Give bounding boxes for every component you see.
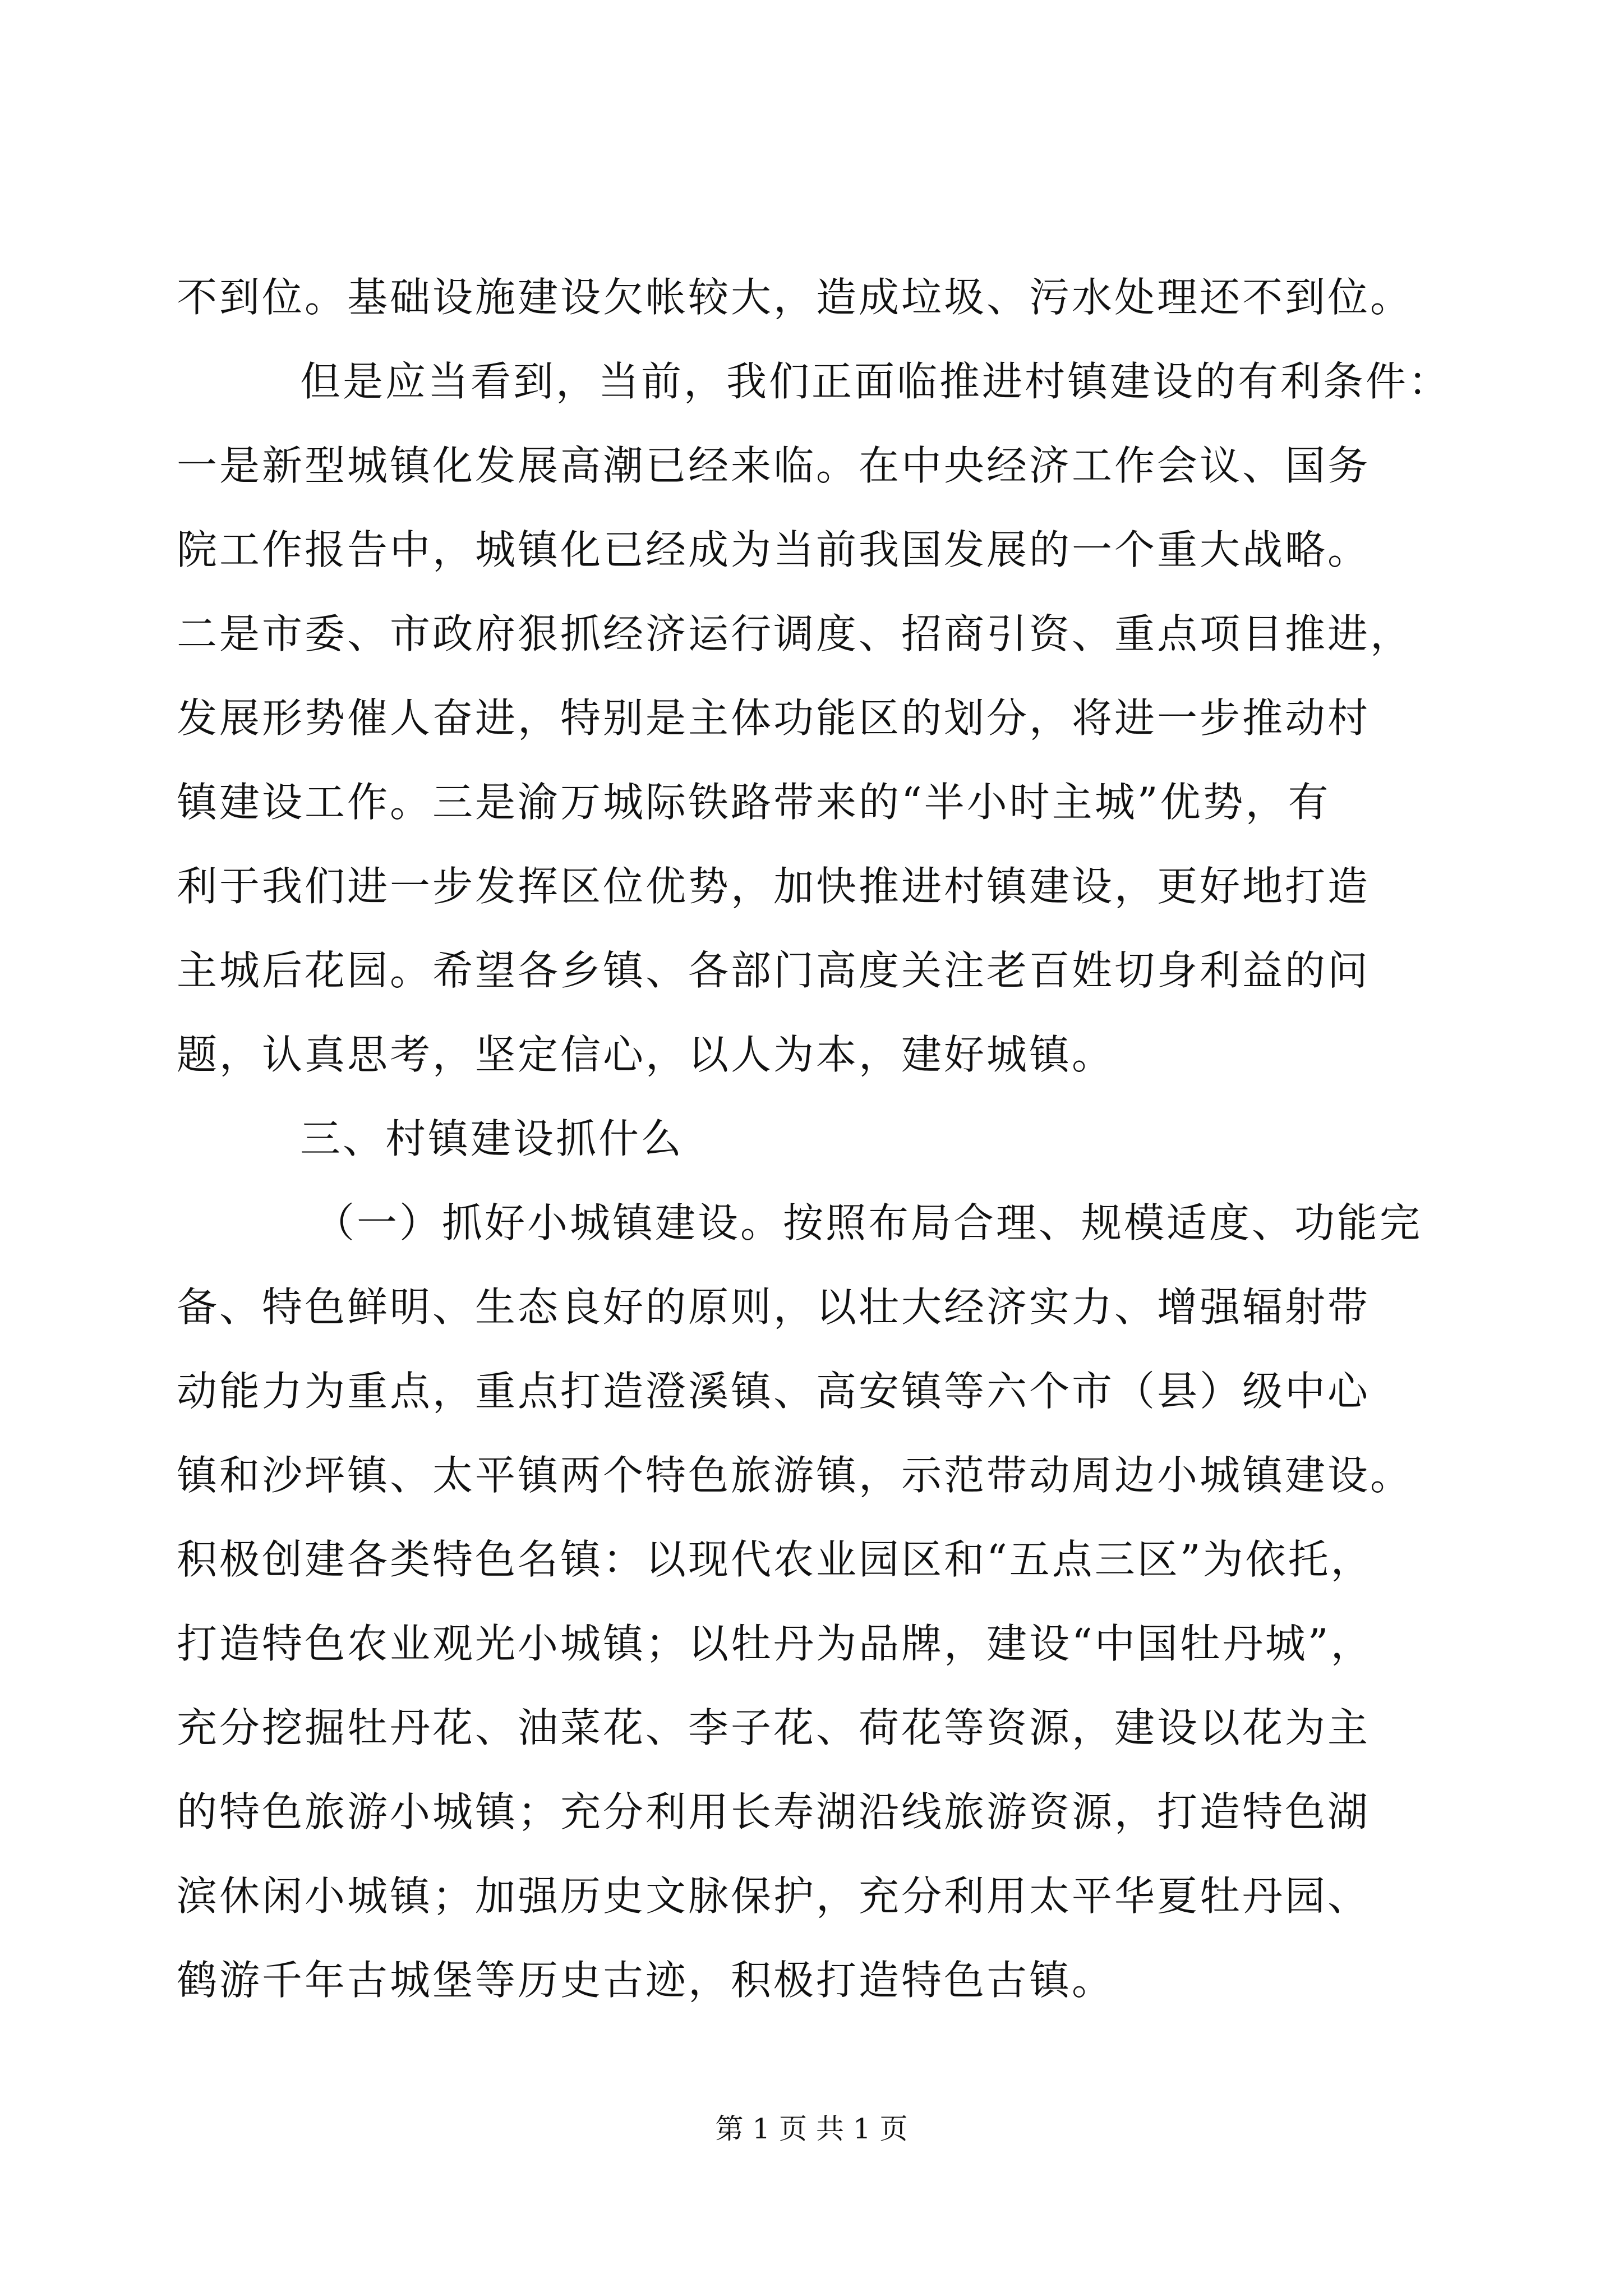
text-line: 利于我们进一步发挥区位优势，加快推进村镇建设，更好地打造 (177, 863, 1371, 910)
paragraph-start-line: 但是应当看到，当前，我们正面临推进村镇建设的有利条件： (300, 358, 1451, 405)
text-line: 院工作报告中，城镇化已经成为当前我国发展的一个重大战略。 (177, 526, 1371, 573)
text-line: 不到位。基础设施建设欠帐较大，造成垃圾、污水处理还不到位。 (177, 274, 1413, 321)
text-line: 备、特色鲜明、生态良好的原则，以壮大经济实力、增强辐射带 (177, 1283, 1371, 1331)
text-line: 题，认真思考，坚定信心，以人为本，建好城镇。 (177, 1031, 1115, 1078)
text-line: 打造特色农业观光小城镇；以牡丹为品牌，建设“中国牡丹城”， (177, 1620, 1373, 1667)
text-line: 的特色旅游小城镇；充分利用长寿湖沿线旅游资源，打造特色湖 (177, 1788, 1371, 1835)
text-line: 滨休闲小城镇；加强历史文脉保护，充分利用太平华夏牡丹园、 (177, 1872, 1371, 1920)
section-heading: 三、村镇建设抓什么 (300, 1115, 684, 1162)
text-line: 主城后花园。希望各乡镇、各部门高度关注老百姓切身利益的问 (177, 947, 1371, 994)
text-line: 动能力为重点，重点打造澄溪镇、高安镇等六个市（县）级中心 (177, 1368, 1371, 1415)
text-line: 发展形势催人奋进，特别是主体功能区的划分，将进一步推动村 (177, 694, 1371, 742)
text-line: 充分挖掘牡丹花、油菜花、李子花、荷花等资源，建设以花为主 (177, 1704, 1371, 1751)
text-line: 镇建设工作。三是渝万城际铁路带来的“半小时主城”优势，有 (177, 779, 1331, 826)
text-line: 积极创建各类特色名镇：以现代农业园区和“五点三区”为依托， (177, 1536, 1373, 1583)
subsection-heading-line: （一）抓好小城镇建设。按照布局合理、规模适度、功能完 (314, 1199, 1423, 1246)
page-number-footer: 第 1 页 共 1 页 (715, 2113, 908, 2145)
text-line: 二是市委、市政府狠抓经济运行调度、招商引资、重点项目推进， (177, 610, 1413, 657)
text-line: 鹤游千年古城堡等历史古迹，积极打造特色古镇。 (177, 1957, 1115, 2004)
text-line: 一是新型城镇化发展高潮已经来临。在中央经济工作会议、国务 (177, 442, 1371, 489)
text-line: 镇和沙坪镇、太平镇两个特色旅游镇，示范带动周边小城镇建设。 (177, 1452, 1413, 1499)
